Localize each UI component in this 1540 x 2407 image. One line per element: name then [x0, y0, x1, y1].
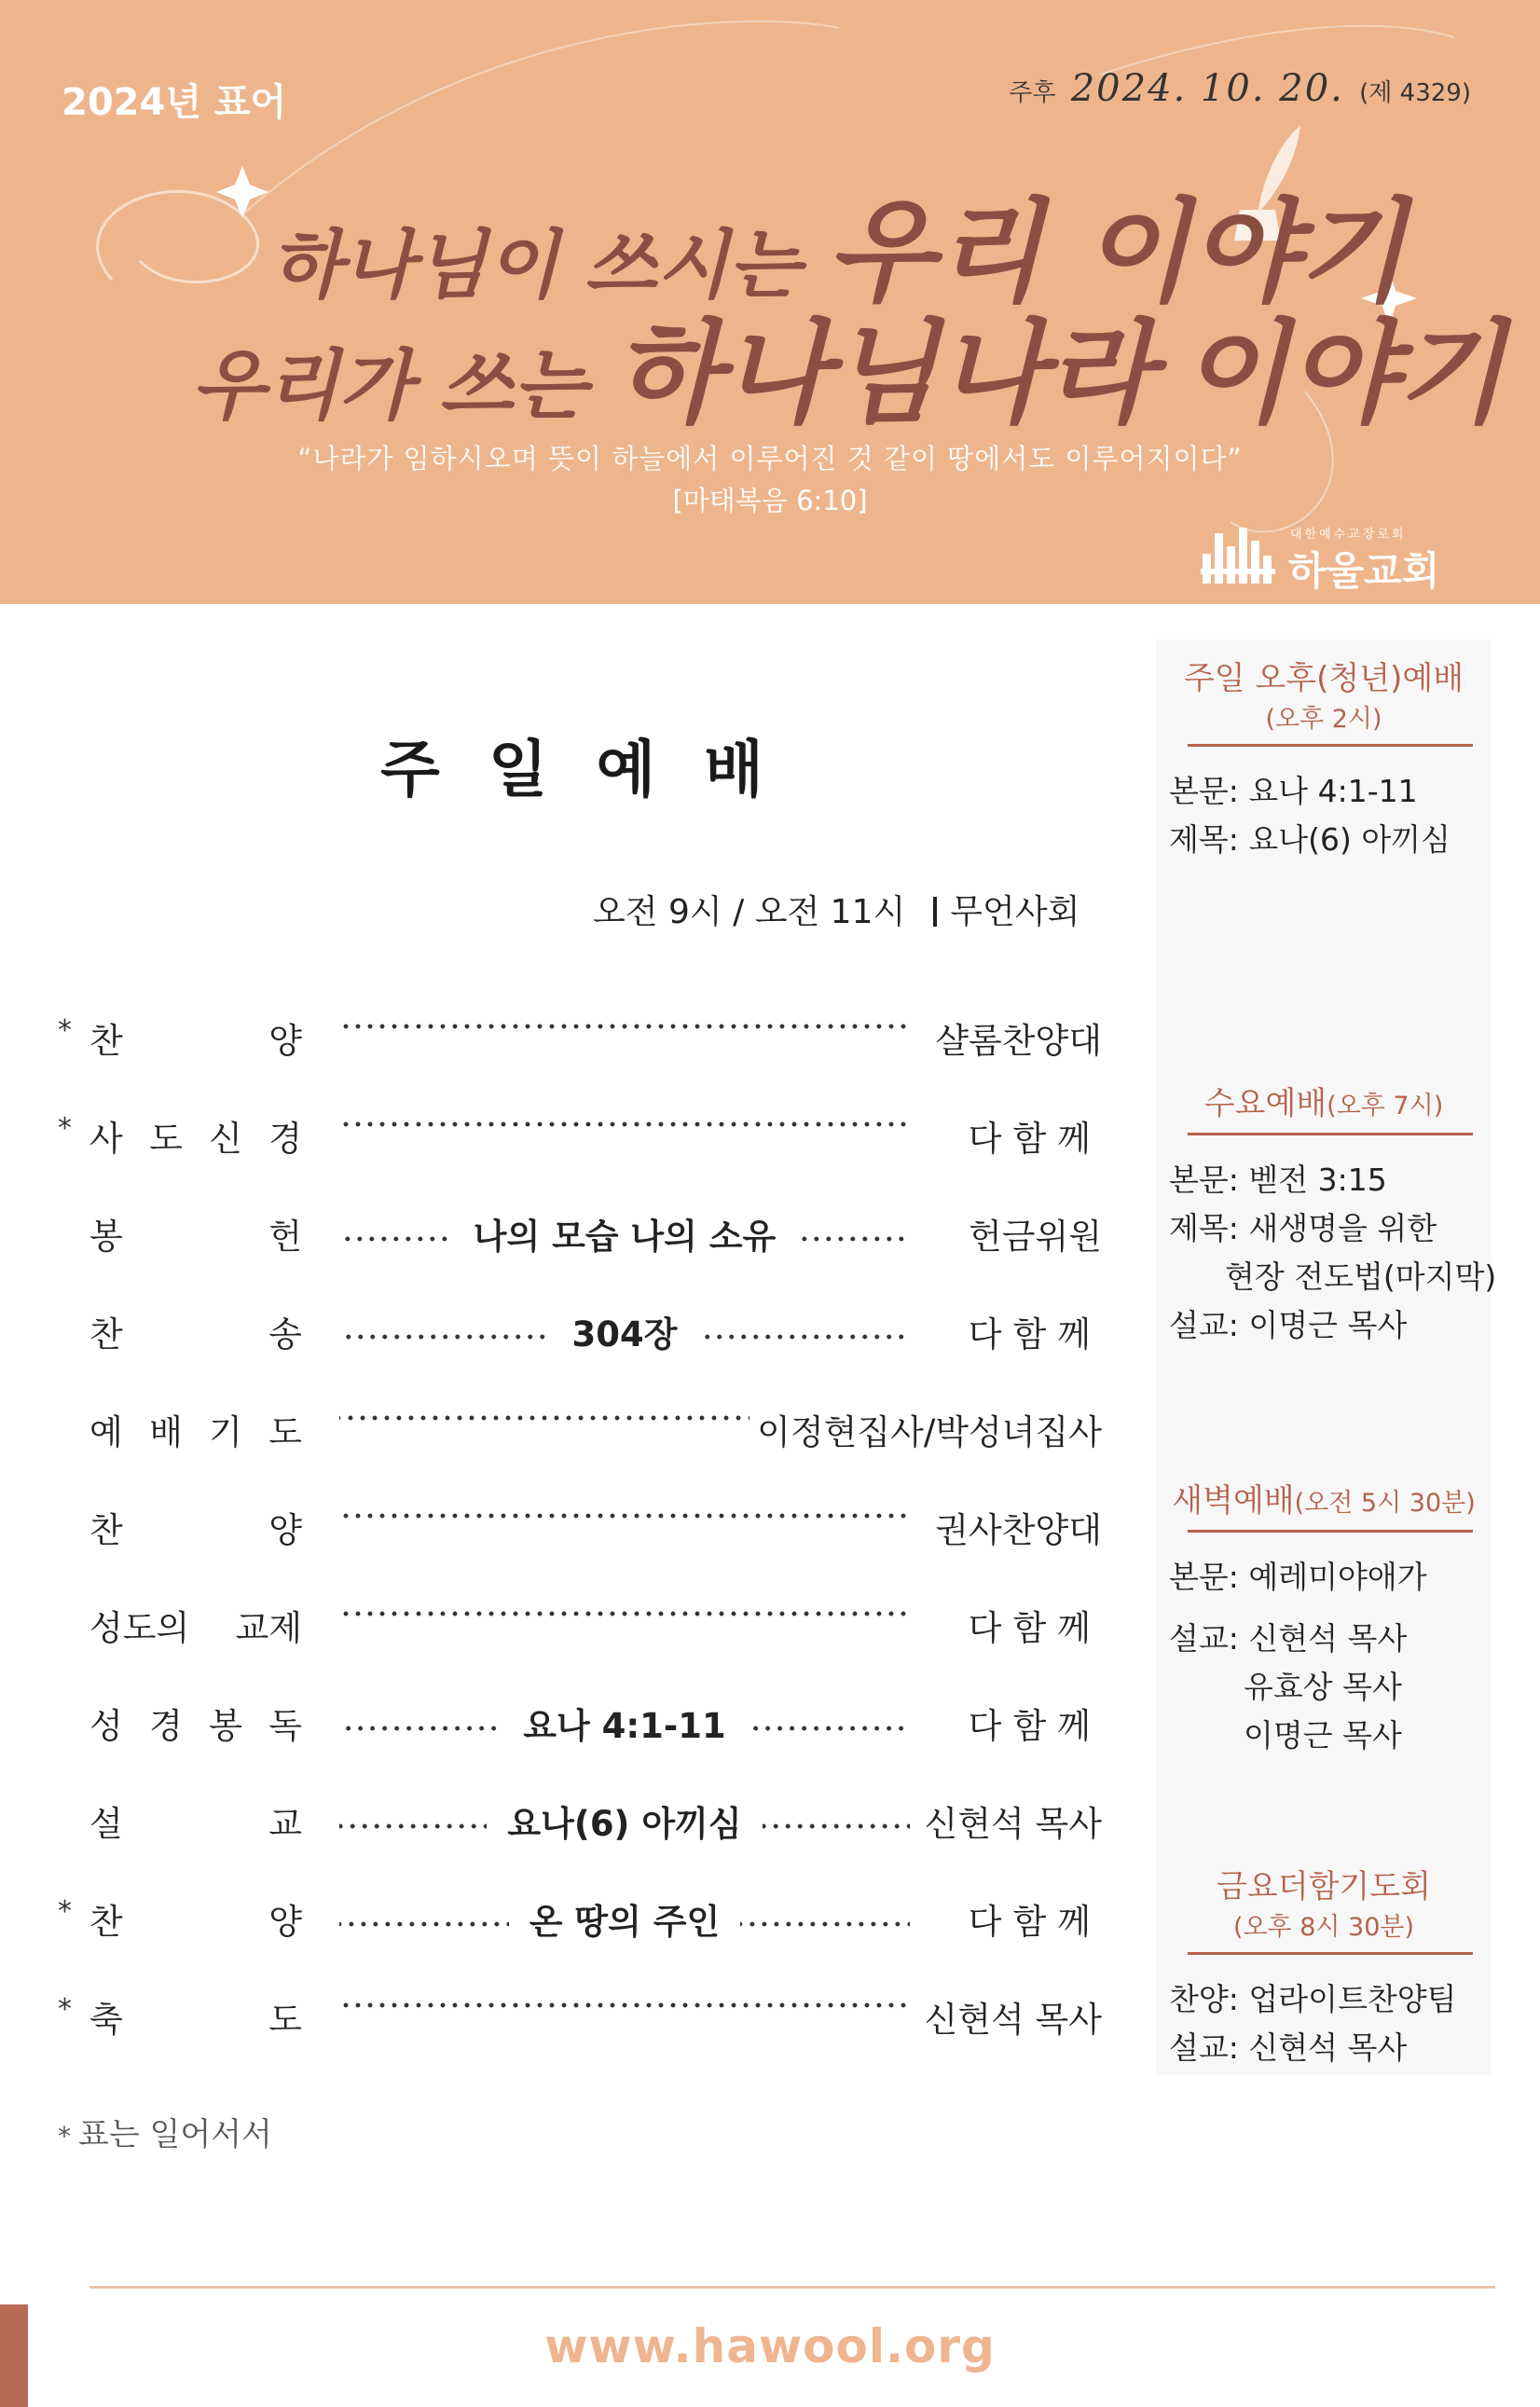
- header-banner: [0, 0, 1540, 604]
- order-item-leader: 다함께: [968, 1902, 1102, 1942]
- order-item-label: [89, 1698, 302, 1748]
- order-item-label-part: 도: [149, 1119, 183, 1159]
- order-item-content: 요나 4:1-11: [523, 1706, 726, 1746]
- friday-prayer-preacher: 설교: 신현석 목사: [1169, 2029, 1408, 2066]
- dot-leader: [339, 1513, 910, 1519]
- dot-leader: [339, 1236, 453, 1242]
- stand-marker: *: [58, 1112, 72, 1145]
- order-item-content: 나의 모습 나의 소유: [473, 1217, 777, 1257]
- dot-leader: [339, 1726, 502, 1731]
- stand-marker: *: [58, 1895, 72, 1928]
- dot-leader: [339, 1611, 910, 1616]
- dot-leader: [698, 1334, 911, 1340]
- youth-service-subject: 제목: 요나(6) 아끼심: [1169, 821, 1451, 858]
- order-item-label-part: 독: [268, 1706, 302, 1746]
- youth-service-time: (오후 2시): [1265, 705, 1382, 734]
- order-item-label-part: 기: [209, 1412, 242, 1452]
- motto-year: 2024년 표어: [62, 81, 287, 124]
- church-logo-icon: [1201, 528, 1279, 585]
- order-item-content: 온 땅의 주인: [529, 1902, 721, 1942]
- dot-leader: [339, 1334, 552, 1340]
- dot-leader: [763, 1823, 910, 1829]
- order-item-leader: 신현석 목사: [924, 1804, 1102, 1844]
- order-item-leader: 헌금위원: [969, 1217, 1102, 1257]
- dot-leader: [339, 1921, 509, 1927]
- stand-marker: *: [58, 1014, 72, 1047]
- order-item-label: [89, 1502, 302, 1552]
- dot-leader: [339, 1024, 910, 1029]
- youth-service-text: 본문: 요나 4:1-11: [1169, 773, 1418, 809]
- order-item-label-part: 경: [268, 1119, 302, 1159]
- order-item-label-part: 봉: [89, 1217, 123, 1257]
- order-row: [0, 1987, 1119, 2043]
- order-item-label: [89, 1600, 302, 1650]
- motto-verse-ref: [마태복음 6:10]: [672, 485, 868, 516]
- friday-prayer-block: [1156, 1861, 1492, 2072]
- friday-prayer-name: 금요더함기도회: [1217, 1868, 1431, 1905]
- order-item-label-part: 양: [268, 1902, 302, 1942]
- order-item-label: [89, 1208, 302, 1259]
- order-row: [0, 1204, 1119, 1260]
- order-item-content: 요나(6) 아끼심: [507, 1804, 742, 1844]
- dawn-service-preacher-2: 유효상 목사: [1244, 1669, 1402, 1705]
- dot-leader: [339, 1823, 487, 1829]
- dateline: [1009, 67, 1471, 110]
- order-item-dots: [339, 1893, 910, 1944]
- dawn-service-preacher-3: 이명근 목사: [1244, 1717, 1402, 1754]
- order-item-dots: [339, 1502, 910, 1519]
- youth-service-block: [1156, 653, 1492, 864]
- order-item-label-part: 찬: [89, 1021, 123, 1061]
- dawn-service-title: [1156, 1475, 1492, 1520]
- footer-divider: [89, 2286, 1495, 2289]
- order-item-label-part: 헌: [268, 1217, 302, 1257]
- church-logo: [1201, 524, 1480, 594]
- order-item-leader: 다함께: [968, 1314, 1102, 1355]
- wednesday-service-preacher: 설교: 이명근 목사: [1169, 1307, 1408, 1343]
- wednesday-service-time: (오후 7시): [1327, 1092, 1444, 1121]
- order-item-leader: 다함께: [968, 1119, 1102, 1159]
- dot-leader: [339, 1415, 749, 1421]
- dot-leader: [747, 1726, 910, 1731]
- motto-line-2-a: 우리가 쓰는: [191, 341, 587, 431]
- order-row: [0, 1890, 1119, 1946]
- motto-line-1-a: 하나님이 쓰시는: [270, 221, 801, 309]
- order-item-dots: [339, 1012, 910, 1029]
- wednesday-service-subject: 제목: 새생명을 위한: [1169, 1210, 1437, 1246]
- friday-prayer-title: [1156, 1861, 1492, 1943]
- order-item-leader: 샬롬찬양대: [935, 1021, 1102, 1061]
- footnote-star: *: [58, 2121, 71, 2152]
- wednesday-service-text: 본문: 벧전 3:15: [1169, 1162, 1387, 1198]
- divider: [1188, 744, 1473, 747]
- wednesday-service-title: [1156, 1078, 1492, 1123]
- divider: [1188, 1133, 1473, 1135]
- website-url[interactable]: www.hawool.org: [544, 2319, 996, 2373]
- motto-verse: “나라가 임하시오며 뜻이 하늘에서 이루어진 것 같이 땅에서도 이루어지이다”: [297, 443, 1243, 475]
- order-row: [0, 1596, 1119, 1652]
- dawn-service-text: 본문: 예레미야애가: [1169, 1559, 1427, 1595]
- motto-line-2: [191, 284, 1505, 445]
- order-item-label-part: 도: [268, 1412, 302, 1452]
- dot-leader: [740, 1921, 910, 1927]
- order-item-leader: 다함께: [968, 1608, 1102, 1648]
- order-item-label-part: 성도의: [89, 1608, 190, 1648]
- order-item-label: [89, 1404, 302, 1454]
- dawn-service-preacher: 설교: 신현석 목사: [1169, 1620, 1408, 1657]
- order-row: [0, 1694, 1119, 1750]
- order-item-label-part: 사: [89, 1119, 123, 1159]
- order-item-label-part: 성: [89, 1706, 123, 1746]
- order-item-label: [89, 1306, 302, 1356]
- order-item-dots: [339, 1208, 910, 1259]
- order-row: [0, 1302, 1119, 1358]
- order-row: [0, 1009, 1119, 1065]
- order-item-label-part: 교: [268, 1804, 302, 1844]
- friday-prayer-time: (오후 8시 30분): [1232, 1913, 1415, 1942]
- order-item-label-part: 찬: [89, 1314, 123, 1355]
- youth-service-title: [1156, 653, 1492, 735]
- order-item-leader: 다함께: [968, 1706, 1102, 1746]
- order-item-leader: 신현석 목사: [924, 2000, 1102, 2040]
- dawn-service-block: [1156, 1475, 1492, 1760]
- motto-line-1-b: 우리 이야기: [826, 186, 1407, 318]
- order-item-label-part: 찬: [89, 1902, 123, 1942]
- bulletin-date: 2024. 10. 20.: [1070, 67, 1344, 110]
- service-note: 무언사회: [950, 893, 1080, 931]
- date-prefix: 주후: [1009, 79, 1056, 107]
- dot-leader: [796, 1236, 910, 1242]
- order-item-label-part: 신: [209, 1119, 242, 1159]
- order-item-leader: 권사찬양대: [935, 1510, 1102, 1550]
- sidebar-schedule: [1156, 640, 1497, 2075]
- motto-line-2-b: 하나님나라: [613, 308, 1154, 439]
- dot-leader: [339, 1121, 910, 1127]
- order-item-label-part: 예: [89, 1412, 123, 1452]
- order-row: [0, 1792, 1119, 1848]
- wednesday-service-subject-cont: 현장 전도법(마지막): [1225, 1259, 1497, 1295]
- divider: [1188, 1530, 1473, 1533]
- order-item-dots: [339, 1698, 910, 1748]
- footnote-text: 표는 일어서서: [78, 2116, 272, 2153]
- order-item-dots: [339, 1110, 910, 1127]
- order-item-label-part: 축: [89, 2000, 123, 2040]
- footnote: [58, 2109, 272, 2154]
- order-item-dots: [339, 1600, 910, 1616]
- service-times: [593, 886, 1079, 933]
- order-item-label: [89, 1012, 302, 1063]
- order-item-dots: [339, 1991, 910, 2008]
- order-item-label: [89, 1991, 302, 2042]
- motto-line-2-c: 이야기: [1180, 308, 1506, 439]
- order-item-label-part: 경: [149, 1706, 183, 1746]
- order-item-label-part: 양: [268, 1510, 302, 1550]
- order-item-label: [89, 1893, 302, 1944]
- order-row: [0, 1400, 1119, 1456]
- divider: [933, 897, 937, 927]
- order-item-label-part: 송: [268, 1314, 302, 1355]
- order-item-dots: [339, 1306, 910, 1356]
- issue-number: (제 4329): [1359, 79, 1471, 107]
- service-times-text: 오전 9시 / 오전 11시: [593, 893, 906, 931]
- order-item-label-part: 설: [89, 1804, 123, 1844]
- order-item-leader: 이정현집사/박성녀집사: [757, 1412, 1102, 1452]
- dawn-service-time: (오전 5시 30분): [1294, 1489, 1476, 1518]
- dot-leader: [339, 2002, 910, 2008]
- youth-service-name: 주일 오후(청년)예배: [1183, 660, 1464, 697]
- wednesday-service-block: [1156, 1078, 1497, 1350]
- order-item-label-part: 배: [149, 1412, 183, 1452]
- friday-prayer-worship: 찬양: 업라이트찬양팀: [1169, 1981, 1457, 2017]
- order-item-label-part: 찬: [89, 1510, 123, 1550]
- wednesday-service-name: 수요예배: [1203, 1085, 1327, 1122]
- logo-denomination: 대한예수교장로회: [1290, 528, 1407, 542]
- order-item-dots: [339, 1795, 910, 1846]
- dawn-service-name: 새벽예배: [1172, 1482, 1295, 1520]
- divider: [1188, 1952, 1473, 1955]
- order-row: [0, 1498, 1119, 1554]
- order-item-label-part: 교제: [235, 1608, 302, 1648]
- order-item-label-part: 양: [268, 1021, 302, 1061]
- order-item-label-part: 봉: [209, 1706, 242, 1746]
- logo-church-name: 하울교회: [1288, 548, 1440, 594]
- order-item-label: [89, 1110, 302, 1161]
- order-item-label: [89, 1795, 302, 1846]
- stand-marker: *: [58, 1993, 72, 2026]
- order-item-label-part: 도: [268, 2000, 302, 2040]
- order-row: [0, 1107, 1119, 1162]
- service-title: 주일예배: [380, 734, 813, 805]
- order-item-content: 304장: [571, 1314, 678, 1355]
- order-item-dots: [339, 1404, 749, 1421]
